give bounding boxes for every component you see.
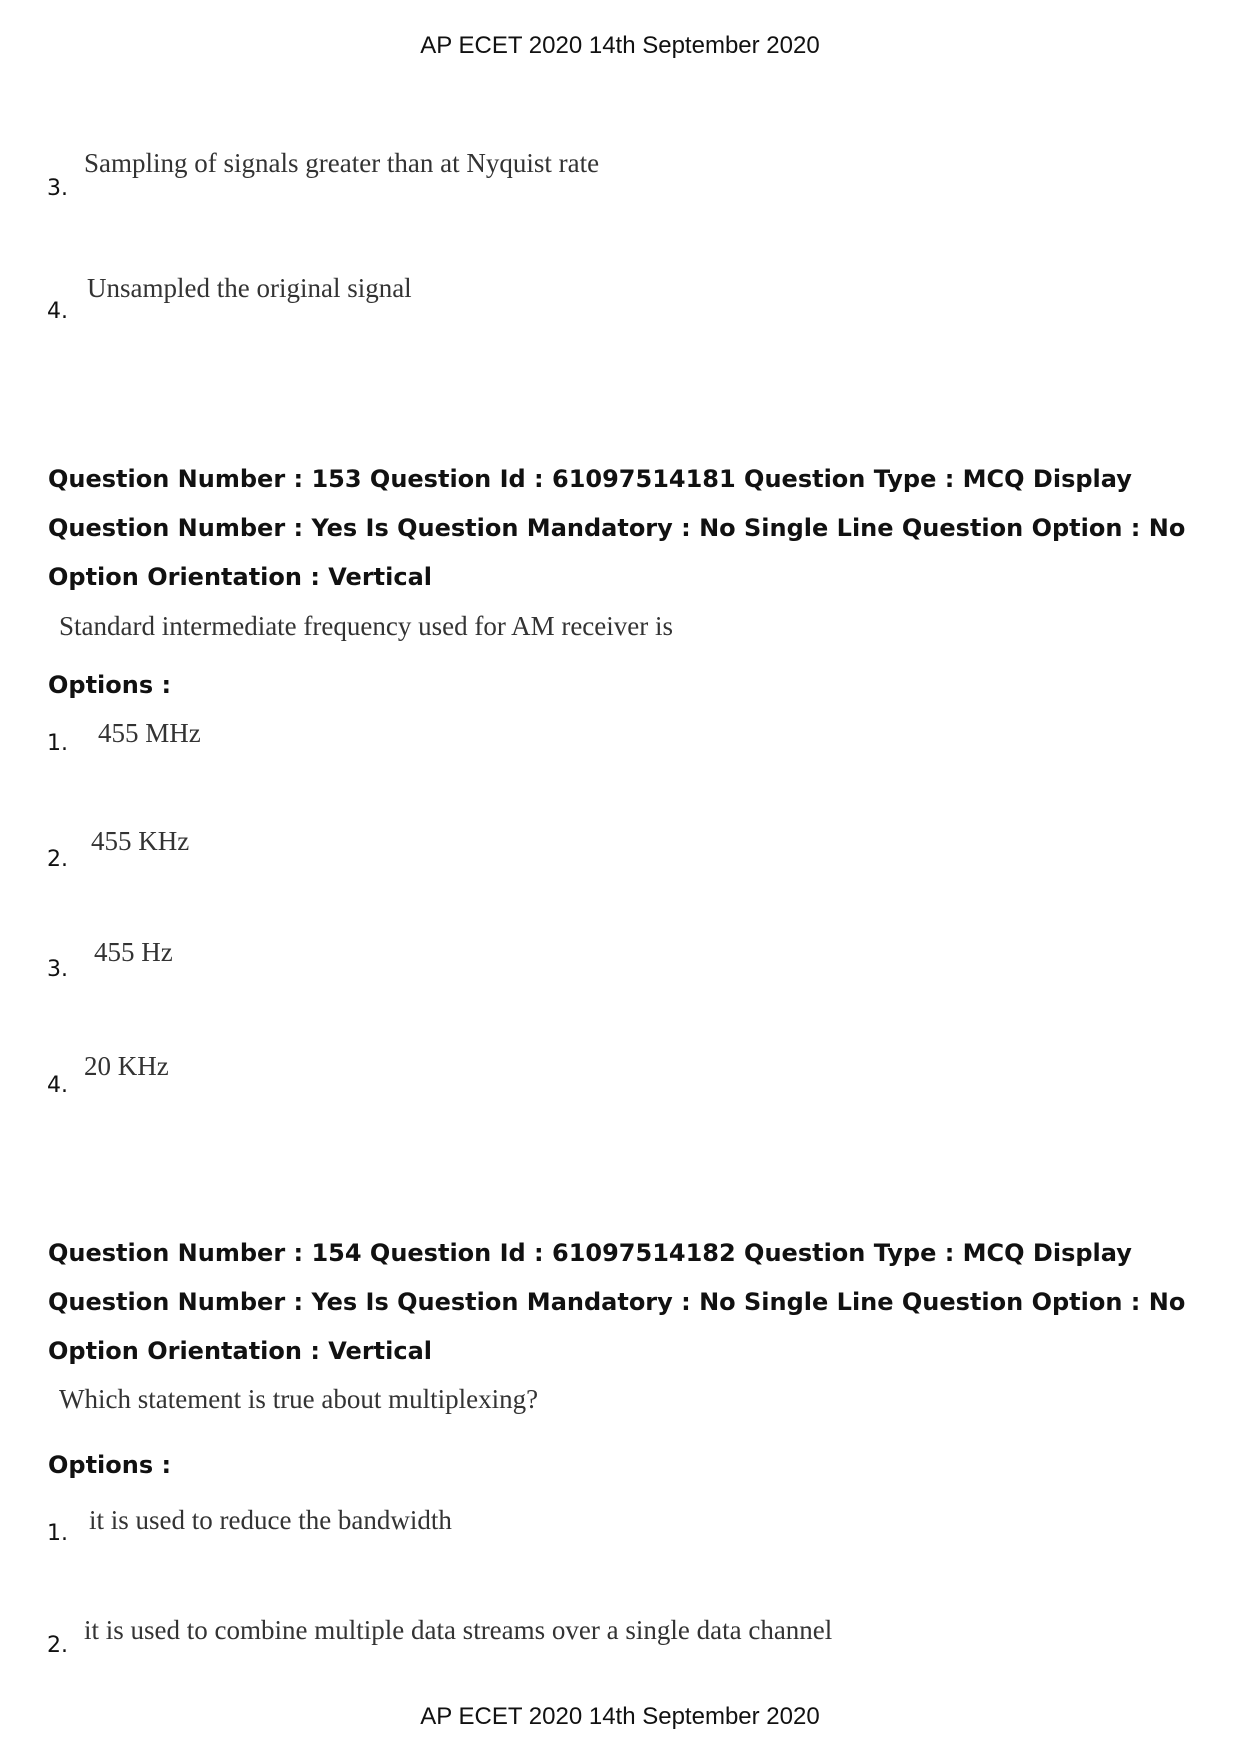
option-number: 1. (47, 731, 68, 756)
option-text: it is used to combine multiple data streams over a single data channel (84, 1615, 833, 1645)
page-header: AP ECET 2020 14th September 2020 (420, 32, 820, 59)
option-text: Sampling of signals greater than at Nyquist rate (84, 148, 600, 178)
option-number: 3. (47, 176, 68, 201)
question-meta: Question Number : 154 Question Id : 61097514182 Question Type : MCQ Display Question Number : Yes Is Question Mandatory : No Single Line Question Option : No Option Orientation : Vertical (48, 1239, 1186, 1365)
option-text: 455 MHz (98, 718, 201, 748)
question-meta: Question Number : 153 Question Id : 61097514181 Question Type : MCQ Display Question Number : Yes Is Question Mandatory : No Single Line Question Option : No Option Orientation : Vertical (48, 465, 1186, 591)
page-footer: AP ECET 2020 14th September 2020 (420, 1703, 820, 1730)
option-number: 4. (47, 1073, 68, 1098)
option-text: it is used to reduce the bandwidth (89, 1505, 452, 1535)
option-text: 20 KHz (84, 1051, 169, 1081)
option-number: 1. (47, 1521, 68, 1546)
question-text: Standard intermediate frequency used for AM receiver is (59, 611, 674, 641)
option-text: Unsampled the original signal (87, 273, 412, 303)
question-text: Which statement is true about multiplexing? (59, 1384, 539, 1414)
option-number: 2. (47, 1633, 68, 1658)
options-label: Options : (48, 671, 172, 699)
option-text: 455 Hz (94, 937, 173, 967)
option-number: 3. (47, 957, 68, 982)
option-number: 2. (47, 847, 68, 872)
option-text: 455 KHz (91, 826, 190, 856)
option-number: 4. (47, 299, 68, 324)
options-label: Options : (48, 1451, 172, 1479)
